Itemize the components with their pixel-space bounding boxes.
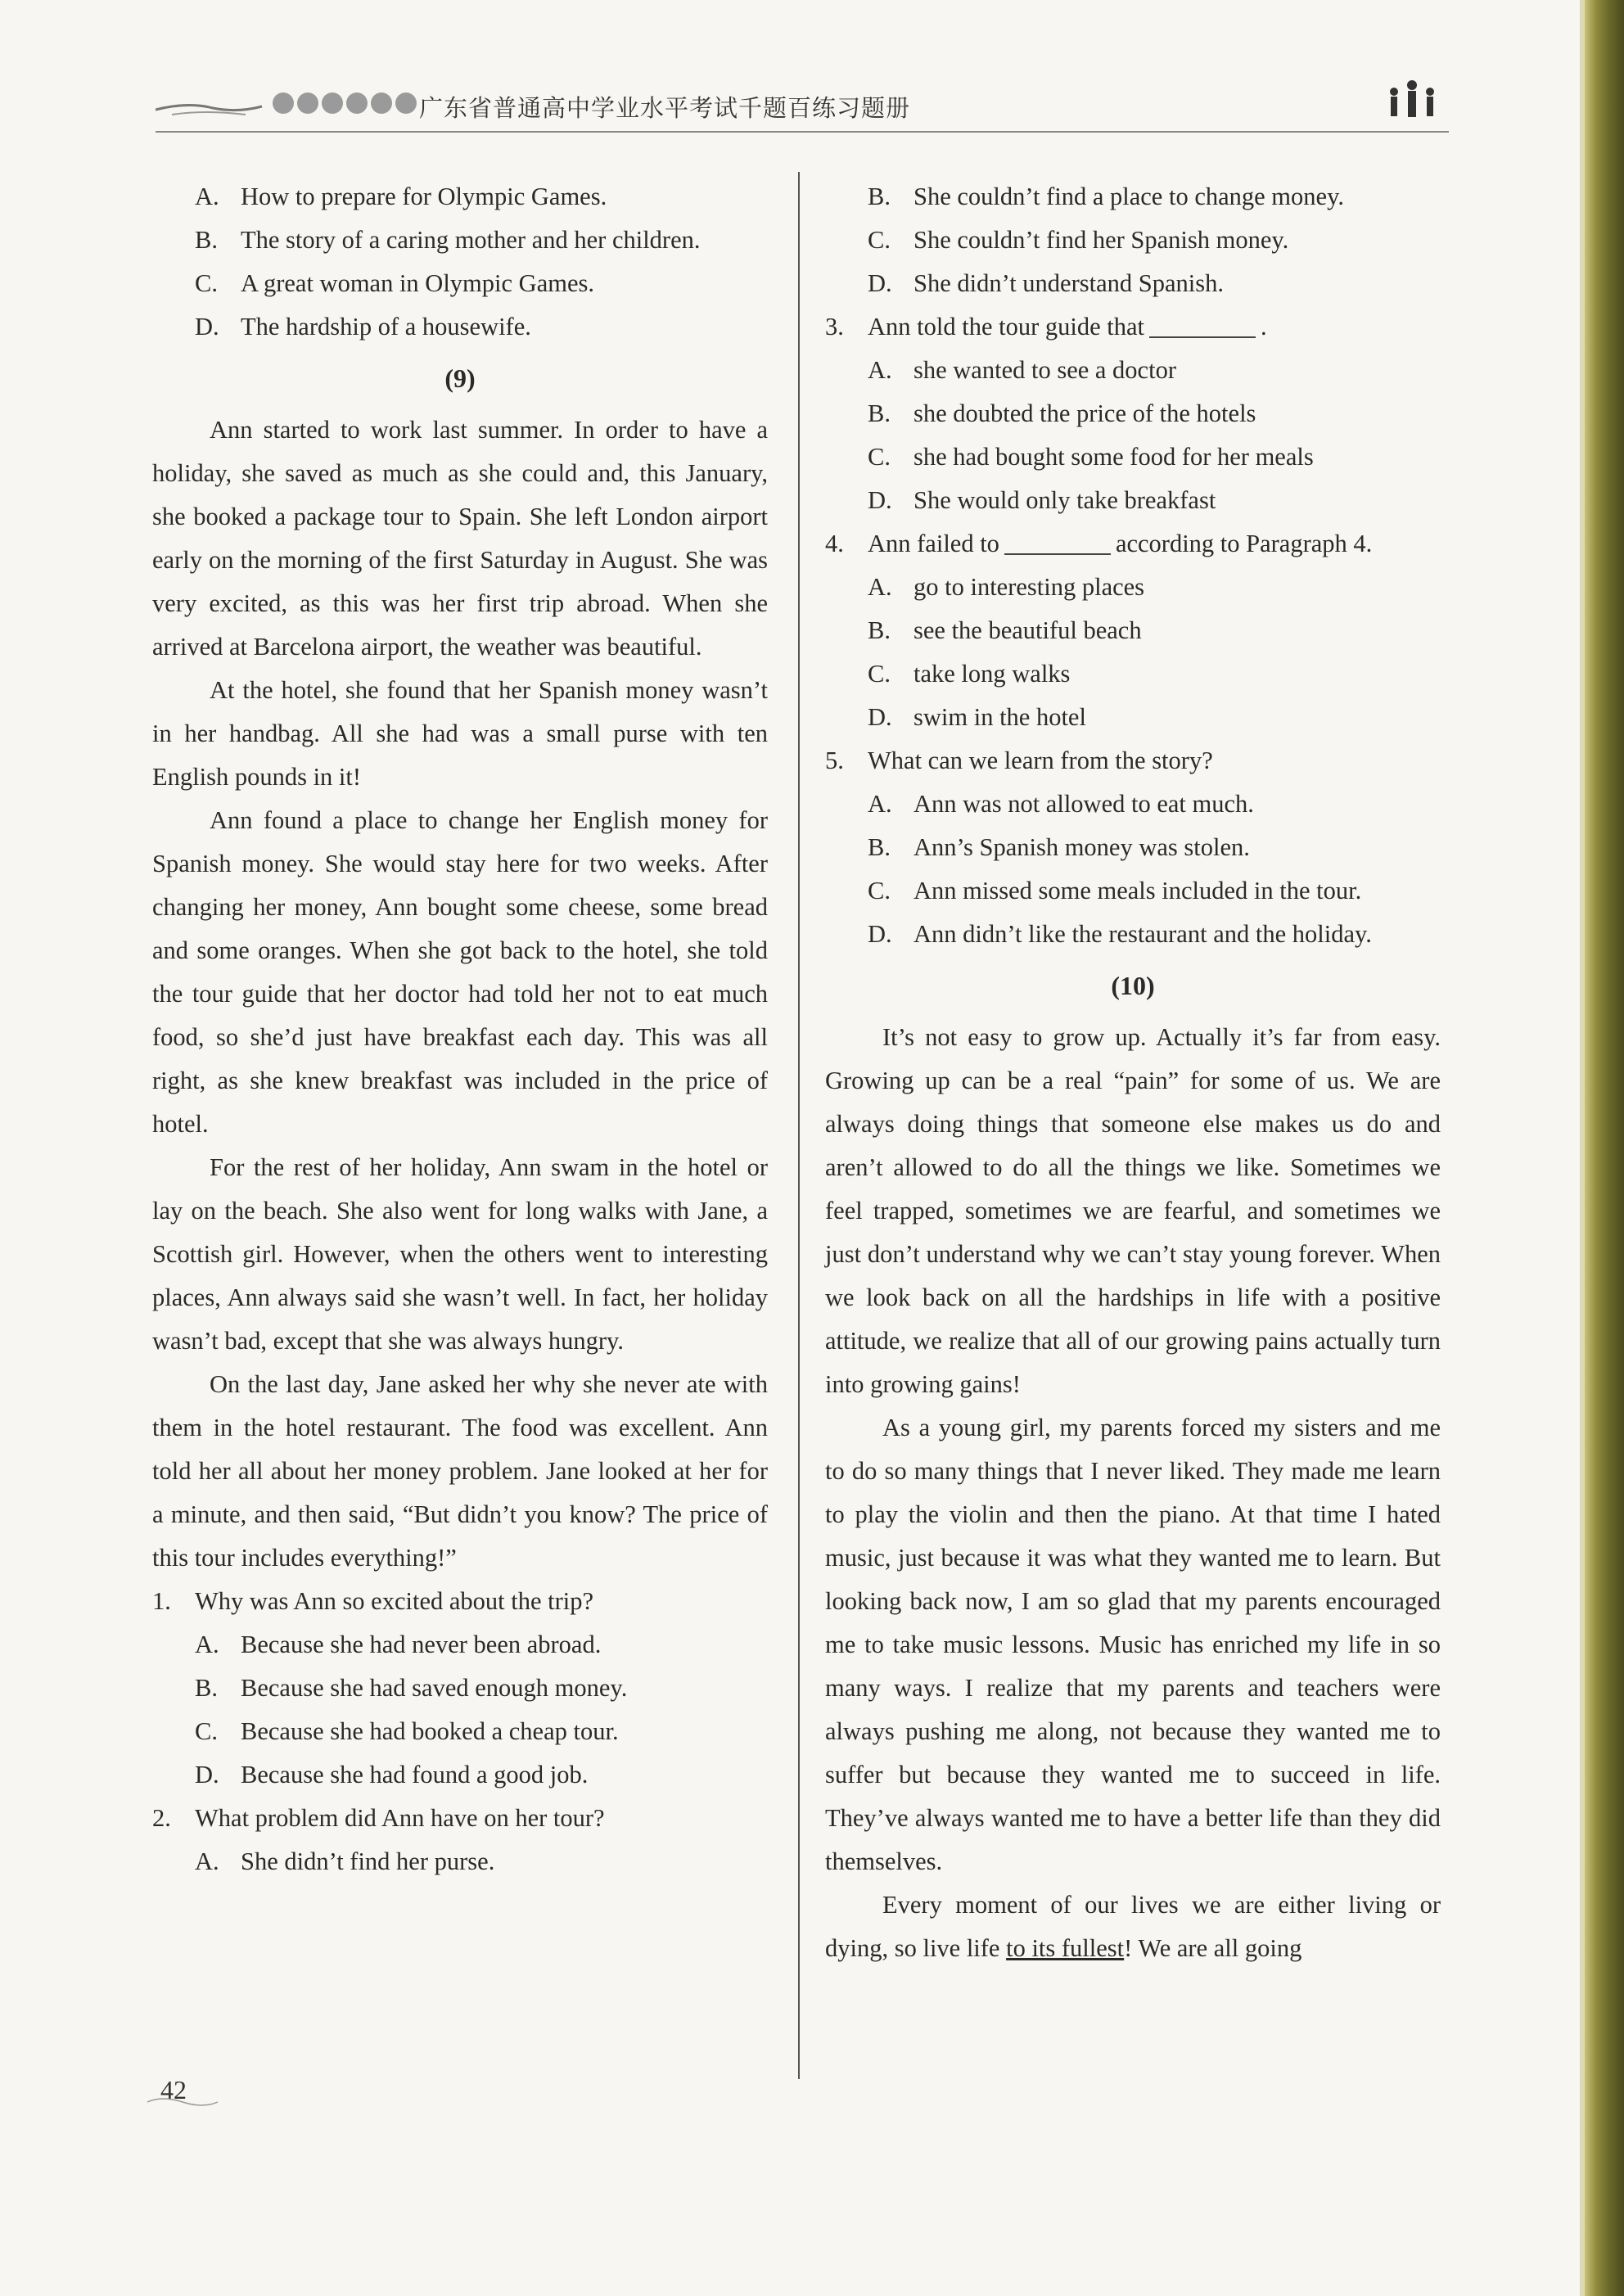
section-title-10: (10) [1111, 971, 1155, 1000]
page-header [156, 74, 1449, 139]
q1-option-a: A. Because she had never been abroad. [195, 1631, 602, 1658]
page-edge [1580, 0, 1585, 2296]
header-rule [156, 131, 1449, 133]
prev-option-c: C. A great woman in Olympic Games. [195, 269, 594, 297]
q3-option-c: C. she had bought some food for her meals [868, 443, 1314, 471]
q5-option-b: B. Ann’s Spanish money was stolen. [868, 833, 1250, 861]
answer-blank [1149, 312, 1256, 338]
q1-option-d: D. Because she had found a good job. [195, 1761, 589, 1789]
question-2: 2. What problem did Ann have on her tour? [152, 1804, 605, 1832]
passage-paragraph: Ann found a place to change her English money for Spanish money. She would stay here for two weeks. After changing her money, Ann bought some cheese, some bread and some oranges. When she got back to the hotel, she told the tour guide that her doctor had told her not to eat much food, so she’d just have breakfast each day. This was all right, as she knew breakfast was included in the price of hotel. [152, 806, 768, 1138]
q4-option-a: A. go to interesting places [868, 573, 1145, 601]
left-column [152, 175, 768, 1883]
passage-paragraph: For the rest of her holiday, Ann swam in the hotel or lay on the beach. She also went for long walks with Jane, a Scottish girl. However, when the others went to interesting places, Ann always said she wasn’t well. In fact, her holiday wasn’t bad, except that she was always hungry. [152, 1153, 768, 1355]
q4-option-b: B. see the beautiful beach [868, 616, 1142, 644]
q5-option-d: D. Ann didn’t like the restaurant and the holiday. [868, 920, 1372, 948]
q1-option-c: C. Because she had booked a cheap tour. [195, 1717, 619, 1745]
q1-option-b: B. Because she had saved enough money. [195, 1674, 628, 1702]
prev-option-a: A. How to prepare for Olympic Games. [195, 183, 607, 210]
q2-option-a: A. She didn’t find her purse. [195, 1847, 495, 1875]
passage-paragraph: It’s not easy to grow up. Actually it’s far from easy. Growing up can be a real “pain” for some of us. We are always doing things that someone else makes us do and aren’t allowed to do all the things we like. Sometimes we feel trapped, sometimes we are fearful, and sometimes we just don’t understand why we can’t stay young forever. When we look back on all the hardships in life with a positive attitude, we realize that all of our growing pains actually turn into growing gains! [825, 1023, 1441, 1398]
question-5: 5. What can we learn from the story? [825, 747, 1213, 774]
footer-ornament-icon [146, 2095, 219, 2109]
right-column [825, 175, 1441, 1970]
q5-option-a: A. Ann was not allowed to eat much. [868, 790, 1254, 818]
passage-paragraph-last: Every moment of our lives we are either living or dying, so live life to its fullest! We are all going [825, 1891, 1441, 1962]
section-title-9: (9) [444, 363, 476, 393]
column-divider [798, 172, 800, 2079]
q5-option-c: C. Ann missed some meals included in the tour. [868, 877, 1362, 904]
underlined-phrase: to its fullest [1006, 1934, 1125, 1962]
prev-option-d: D. The hardship of a housewife. [195, 313, 531, 341]
passage-paragraph: At the hotel, she found that her Spanish money wasn’t in her handbag. All she had was a small purse with ten English pounds in it! [152, 676, 768, 791]
answer-blank [1004, 529, 1111, 555]
q3-option-b: B. she doubted the price of the hotels [868, 399, 1256, 427]
q2-option-d: D. She didn’t understand Spanish. [868, 269, 1224, 297]
question-1: 1. Why was Ann so excited about the trip? [152, 1587, 594, 1615]
q3-option-d: D. She would only take breakfast [868, 486, 1216, 514]
book-spine [1585, 0, 1624, 2296]
page-number: 42 [160, 2075, 187, 2104]
q4-option-d: D. swim in the hotel [868, 703, 1086, 731]
people-figure-icon [1379, 74, 1445, 139]
passage-paragraph: On the last day, Jane asked her why she never ate with them in the hotel restaurant. The food was excellent. Ann told her all about her money problem. Jane looked at her for a minute, and then said, “But didn’t you know? The price of this tour includes everything!” [152, 1370, 768, 1572]
passage-paragraph: As a young girl, my parents forced my sisters and me to do so many things that I never liked. They made me learn to play the violin and then the piano. At that time I hated music, just because it was what they wanted me to learn. But looking back now, I am so glad that my parents encouraged me to take music lessons. Music has enriched my life in so many ways. I realize that my parents and teachers were always pushing me along, not because they wanted me to suffer but because they wanted me to succeed in life. They’ve always wanted me to have a better life than they did themselves. [825, 1414, 1441, 1875]
prev-option-b: B. The story of a caring mother and her children. [195, 226, 701, 254]
q3-option-a: A. she wanted to see a doctor [868, 356, 1176, 384]
q2-option-b: B. She couldn’t find a place to change money. [868, 183, 1344, 210]
question-3: 3. Ann told the tour guide that . [825, 313, 1267, 341]
q2-option-c: C. She couldn’t find her Spanish money. [868, 226, 1289, 254]
question-4: 4. Ann failed to according to Paragraph 4. [825, 530, 1373, 557]
passage-paragraph: Ann started to work last summer. In order to have a holiday, she saved as much as she could and, this January, she booked a package tour to Spain. She left London airport early on the morning of the first Saturday in August. She was very excited, as this was her first trip abroad. When she arrived at Barcelona airport, the weather was beautiful. [152, 416, 768, 661]
q4-option-c: C. take long walks [868, 660, 1071, 688]
header-title: 广东省普通高中学业水平考试千题百练习题册 [419, 94, 911, 122]
